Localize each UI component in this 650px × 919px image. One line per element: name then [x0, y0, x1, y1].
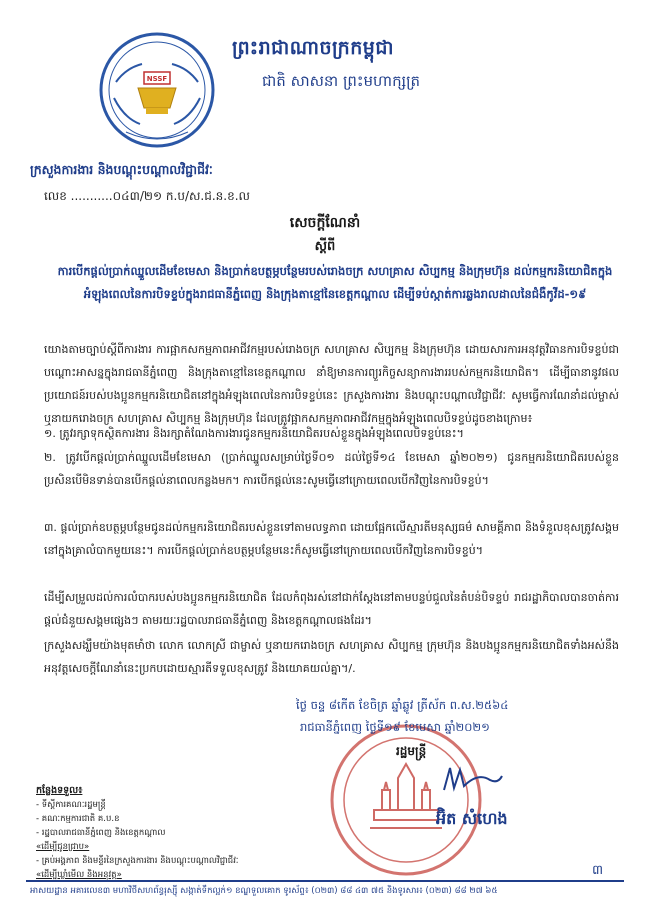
about-label: ស្តីពី: [314, 239, 336, 254]
lunar-date: ថ្ងៃ ចន្ទ ៨កើត ខែចិត្រ ឆ្នាំឆ្លូវ ត្រីស័ក ព.ស.២៥៦៤: [296, 698, 509, 712]
svg-text:NSSF: NSSF: [146, 75, 168, 83]
paragraph-point-2: ២. ត្រូវបើកផ្តល់ប្រាក់ឈ្នួលដើមខែមេសា (ប្រាក់ឈ្នួលសម្រាប់ថ្ងៃទី០១ ដល់ថ្ងៃទី១៤ ខែមេសា ឆ្នាំ២០២១) ជូនកម្មករនិយោជិតរបស់ខ្លួន ប្រសិនបើមិនទាន់បានបើកផ្តល់នាពេលកន្លងមក។ ការបើកផ្តល់នេះសូមធ្វើនៅក្រោយពេលបើកវិញនៃការបិទខ្ទប់។: [44, 451, 619, 487]
paragraph-support: ដើម្បីសម្រួលដល់ការលំបាករបស់បងប្អូនកម្មករនិយោជិត ដែលកំពុងរស់នៅជាក់ស្តែងនៅតាមបន្ទប់ជួលនៃតំបន់បិទខ្ទប់ រាជរដ្ឋាភិបាលបានចាត់ការផ្តល់ជំនួយសង្គមផ្សេងៗ តាមរយៈរដ្ឋបាលរាជធានីភ្នំពេញ និងខេត្តកណ្តាលផងដែរ។: [44, 591, 619, 627]
nssf-logo: [96, 28, 218, 154]
recipient-item: - រដ្ឋបាលរាជធានីភ្នំពេញ និងខេត្តកណ្តាល: [36, 828, 166, 838]
footer-mark: ៣: [592, 863, 604, 878]
recipients-heading: កន្លែងទទួល៖: [36, 785, 83, 796]
recipients-list: [36, 784, 256, 882]
ministry-name: ក្រសួងការងារ និងបណ្តុះបណ្តាលវិជ្ជាជីវៈ: [30, 162, 213, 177]
national-motto: ជាតិ សាសនា ព្រះមហាក្សត្រ: [262, 72, 421, 90]
signatory-name: អ៊ិត សំហេង: [436, 809, 508, 828]
document-type: សេចក្តីណែនាំ: [289, 215, 361, 231]
paragraph-point-3: ៣. ផ្តល់ប្រាក់ឧបត្ថម្ភបន្ថែមជូនដល់កម្មករនិយោជិតរបស់ខ្លួនទៅតាមលទ្ធភាព ដោយផ្អែកលើស្មារតីមនុស្សធម៌ សាមគ្គីភាព និងទំនួលខុសត្រូវសង្គមនៅក្នុងគ្រាលំបាកមួយនេះ។ ការបើកផ្តល់ប្រាក់ឧបត្ថម្ភបន្ថែមនេះក៏សូមធ្វើនៅក្រោយពេលបើកវិញនៃការបិទខ្ទប់។: [44, 521, 619, 557]
paragraph-point-1: ១. ត្រូវរក្សាទុកស្ថិតការងារ និងរក្សាតំណែងការងារជូនកម្មករនិយោជិតរបស់ខ្លួនក្នុងអំឡុងពេលបិទខ្ទប់នេះ។: [44, 427, 464, 440]
paragraph-closing: ក្រសួងសង្ឃឹមយ៉ាងមុតមាំថា លោក លោកស្រី ជាម្ចាស់ ឬនាយករោងចក្រ សហគ្រាស សិប្បកម្ម ក្រុមហ៊ុន និងបងប្អូនកម្មករនិយោជិតទាំងអស់នឹងអនុវត្តសេចក្តីណែនាំនេះប្រកបដោយស្មារតីទទួលខុសត្រូវ និងយោគយល់គ្នា។/.: [44, 639, 619, 675]
signatory-title: រដ្ឋមន្ត្រី: [396, 744, 427, 758]
footer-address: អាសយដ្ឋាន អគារលេខ៣ មហាវិថីសហព័ន្ធរុស្ស៊ី សង្កាត់ទឹកល្អក់១ ខណ្ឌទួលគោក ទូរស័ព្ទ៖ (០២៣) ៨៨ ៤៣ ៧៥ និងទូរសារ៖ (០២៣) ៨៨ ២៧ ៦៥: [30, 886, 498, 896]
reference-number: លេខ ...........០៤៣/២១ ក.ប/ស.ជ.ន.ខ.ល: [44, 189, 250, 203]
recipient-note: «ដើម្បីឃ្លាំមើល និងអនុវត្ត»: [36, 870, 122, 880]
footer-divider: [26, 880, 624, 882]
document-subject: ការបើកផ្តល់ប្រាក់ឈ្នួលដើមខែមេសា និងប្រាក់ឧបត្ថម្ភបន្ថែមរបស់រោងចក្រ សហគ្រាស សិប្បកម្ម និងក្រុមហ៊ុន ដល់កម្មករនិយោជិតក្នុងអំឡុងពេលនៃការបិទខ្ទប់ក្នុងរាជធានីភ្នំពេញ និងក្រុងតាខ្មៅនៃខេត្តកណ្តាល ដើម្បីទប់ស្កាត់ការឆ្លងរាលដាលនៃជំងឺកូវីដ-១៩: [57, 264, 613, 301]
recipient-item: - គ្រប់អង្គភាព និងមន្ទីរនៃក្រសួងការងារ និងបណ្តុះបណ្តាលវិជ្ជាជីវៈ: [36, 856, 239, 866]
kingdom-heading: ព្រះរាជាណាចក្រកម្ពុជា: [232, 37, 394, 59]
recipient-note: «ដើម្បីជូនជ្រាប»: [36, 842, 90, 852]
handwritten-signature: [438, 762, 508, 796]
paragraph-intro: យោងតាមច្បាប់ស្តីពីការងារ ការផ្អាកសកម្មភាពអាជីវកម្មរបស់រោងចក្រ សហគ្រាស សិប្បកម្ម និងក្រុមហ៊ុន ដោយសារការអនុវត្តវិធានការបិទខ្ទប់ជាបណ្តោះអាសន្នក្នុងរាជធានីភ្នំពេញ និងក្រុងតាខ្មៅនៃខេត្តកណ្តាល នាំឱ្យមានការព្យួរកិច្ចសន្យាការងាររបស់កម្មករនិយោជិត។ ដើម្បីធានានូវផលប្រយោជន៍របស់បងប្អូនកម្មករនិយោជិតនៅក្នុងអំឡុងពេលនៃការបិទខ្ទប់នេះ ក្រសួងការងារ និងបណ្តុះបណ្តាលវិជ្ជាជីវៈ សូមធ្វើការណែនាំដល់ម្ចាស់ ឬនាយករោងចក្រ សហគ្រាស សិប្បកម្ម និងក្រុមហ៊ុន ដែលត្រូវផ្អាកសកម្មភាពអាជីវកម្មក្នុងអំឡុងពេលបិទខ្ទប់ដូចខាងក្រោម៖: [44, 343, 619, 425]
recipient-item: - ទីស្តីការគណៈរដ្ឋមន្ត្រី: [36, 800, 106, 810]
recipient-item: - គណៈកម្មការជាតិ គ.ប.ខ: [36, 814, 120, 824]
solar-date: រាជធានីភ្នំពេញ ថ្ងៃទី១៩ ខែមេសា ឆ្នាំ២០២១: [300, 720, 490, 734]
